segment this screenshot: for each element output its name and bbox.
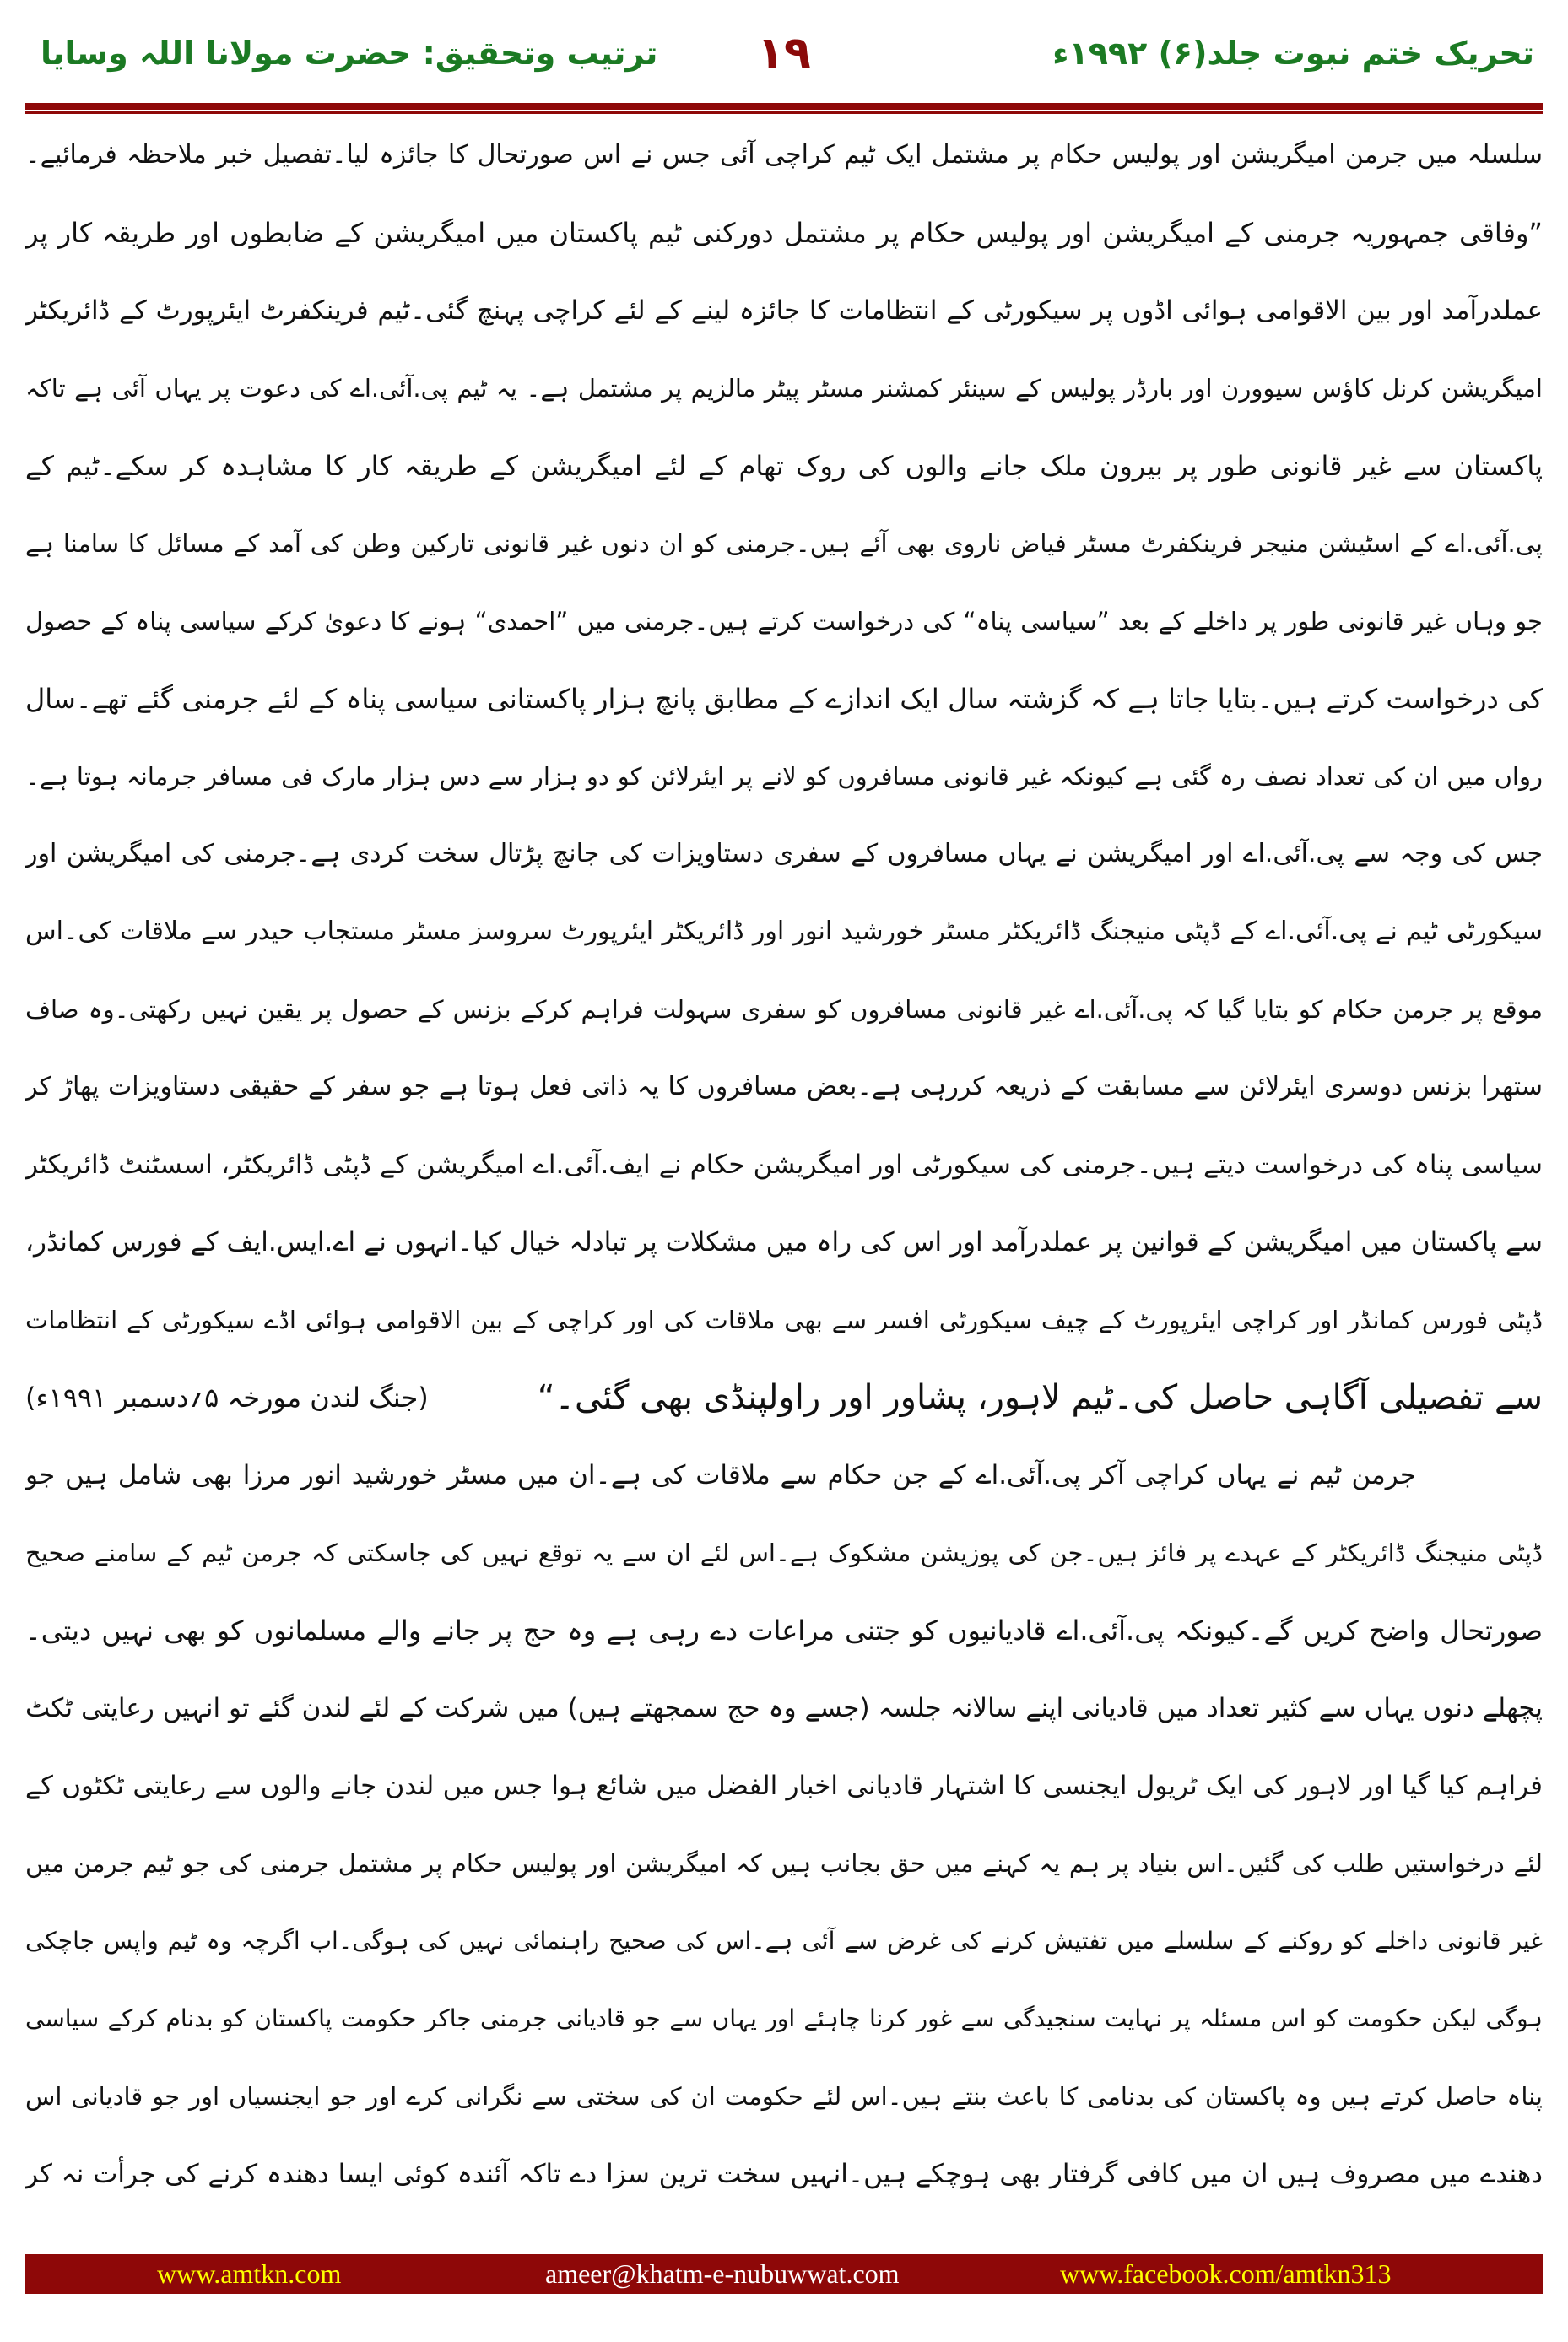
facebook-link[interactable]: www.facebook.com/amtkn313 — [1060, 2258, 1392, 2289]
text-line: کی درخواست کرتے ہیں۔بتایا جاتا ہے کہ گزشتہ سال ایک اندازے کے مطابق پانچ ہزار پاکستانی سیاسی پناہ کے لئے جرمنی گئے تھے۔سال — [25, 683, 1543, 715]
footer-bar — [25, 2254, 1543, 2294]
text-line: جس کی وجہ سے پی.آئی.اے اور امیگریشن نے یہاں مسافروں کے سفری دستاویزات کی جانچ پڑتال سخت کردی ہے۔جرمنی کی امیگریشن اور — [25, 839, 1543, 868]
header-divider-thin — [25, 111, 1543, 114]
text-line: ستھرا بزنس دوسری ایئرلائن سے مسابقت کے ذریعہ کررہی ہے۔بعض مسافروں کا یہ ذاتی فعل ہوتا ہے جو سفر کے حقیقی دستاویزات پھاڑ کر — [25, 1072, 1543, 1101]
compiler-credit: ترتیب وتحقیق: حضرت مولانا اللہ وسایا — [41, 35, 658, 72]
text-line: پی.آئی.اے کے اسٹیشن منیجر فرینکفرٹ مسٹر فیاض ناروی بھی آئے ہیں۔جرمنی کو ان دنوں غیر قانونی تارکین وطن کی آمد کے مسائل کا سامنا ہے — [25, 529, 1543, 558]
text-line: سے پاکستان میں امیگریشن کے قوانین پر عملدرآمد اور اس کی راہ میں مشکلات پر تبادلہ خیال کیا۔انہوں نے اے.ایس.ایف کے فورس کمانڈر، — [25, 1227, 1543, 1258]
text-line: جرمن ٹیم نے یہاں کراچی آکر پی.آئی.اے کے جن حکام سے ملاقات کی ہے۔ان میں مسٹر خورشید انور مرزا بھی شامل ہیں جو — [25, 1460, 1416, 1490]
header-divider-thick — [25, 103, 1543, 110]
text-line: ”وفاقی جمہوریہ جرمنی کے امیگریشن اور پولیس حکام پر مشتمل دورکنی ٹیم پاکستان میں امیگریشن کے ضابطوں اور طریقہ کار پر — [25, 217, 1543, 249]
text-line: عملدرآمد اور بین الاقوامی ہوائی اڈوں پر سیکورٹی کے انتظامات کا جائزہ لینے کے لئے کراچی پہنچ گئی۔ٹیم فرینکفرٹ ایئرپورٹ کے ڈائریکٹر — [25, 295, 1543, 326]
text-line: لئے درخواستیں طلب کی گئیں۔اس بنیاد پر ہم یہ کہنے میں حق بجانب ہیں کہ امیگریشن اور پولیس حکام پر مشتمل جرمنی کی جو ٹیم جرمن میں — [25, 1849, 1543, 1878]
text-line: امیگریشن کرنل کاؤس سیوورن اور بارڈر پولیس کے سینئر کمشنر مسٹر پیٹر مالزیم پر مشتمل ہے۔ یہ ٹیم پی.آئی.اے کی دعوت پر یہاں آئی ہے تاکہ — [25, 374, 1543, 403]
quote-closing-line — [25, 1359, 1543, 1436]
text-line: رواں میں ان کی تعداد نصف رہ گئی ہے کیونکہ غیر قانونی مسافروں کو لانے پر ایئرلائن کو دو ہزار سے دس ہزار مارک فی مسافر جرمانہ ہوتا ہے۔ — [25, 762, 1543, 791]
text-line: جو وہاں غیر قانونی طور پر داخلے کے بعد ”سیاسی پناہ“ کی درخواست کرتے ہیں۔جرمنی میں ”احمدی“ ہونے کا دعویٰ کرکے سیاسی پناہ کے حصول — [25, 607, 1543, 636]
text-line: صورتحال واضح کریں گے۔کیونکہ پی.آئی.اے قادیانیوں کو جتنی مراعات دے رہی ہے وہ حج پر جانے والے مسلمانوں کو بھی نہیں دیتی۔ — [25, 1615, 1543, 1647]
text-line: فراہم کیا گیا اور لاہور کی ایک ٹریول ایجنسی کا اشتہار قادیانی اخبار الفضل میں شائع ہوا جس میں لندن جانے والوں سے رعایتی ٹکٹوں کے — [25, 1771, 1543, 1801]
text-line: سیاسی پناہ کی درخواست دیتے ہیں۔جرمنی کی سیکورٹی اور امیگریشن حکام نے ایف.آئی.اے امیگریشن کے ڈپٹی ڈائریکٹر، اسسٹنٹ ڈائریکٹر — [25, 1149, 1543, 1180]
quote-end-text: سے تفصیلی آگاہی حاصل کی۔ٹیم لاہور، پشاور اور راولپنڈی بھی گئی۔“ — [537, 1378, 1543, 1417]
text-line: پاکستان سے غیر قانونی طور پر بیرون ملک جانے والوں کی روک تھام کے لئے امیگریشن کے طریقہ کار کا مشاہدہ کر سکے۔ٹیم کے — [25, 450, 1543, 482]
text-line: ڈپٹی منیجنگ ڈائریکٹر کے عہدے پر فائز ہیں۔جن کی پوزیشن مشکوک ہے۔اس لئے ان سے یہ توقع نہیں کی جاسکتی کہ جرمن ٹیم کے سامنے صحیح — [25, 1539, 1543, 1567]
text-line: ہوگی لیکن حکومت کو اس مسئلہ پر نہایت سنجیدگی سے غور کرنا چاہئے اور یہاں سے جو قادیانی جرمنی جاکر حکومت پاکستان کو بدنام کرکے سیاسی — [25, 2004, 1543, 2032]
book-title: تحریک ختم نبوت جلد(۶) ۱۹۹۲ء — [1052, 35, 1534, 72]
text-line: ڈپٹی فورس کمانڈر اور کراچی ایئرپورٹ کے چیف سیکورٹی افسر سے بھی ملاقات کی اور کراچی کے بین الاقوامی ہوائی اڈے سیکورٹی کے انتظامات — [25, 1306, 1543, 1334]
text-line: موقع پر جرمن حکام کو بتایا گیا کہ پی.آئی.اے غیر قانونی مسافروں کو سفری سہولت فراہم کرکے بزنس کے حصول پر یقین نہیں رکھتی۔وہ صاف — [25, 995, 1543, 1024]
email-link[interactable]: ameer@khatm-e-nubuwwat.com — [545, 2258, 900, 2289]
text-line: پچھلے دنوں یہاں سے کثیر تعداد میں قادیانی اپنے سالانہ جلسہ (جسے وہ حج سمجھتے ہیں) میں شرکت کے لئے لندن گئے تو انہیں رعایتی ٹکٹ — [25, 1693, 1543, 1723]
text-line: غیر قانونی داخلے کو روکنے کے سلسلے میں تفتیش کرنے کی غرض سے آئی ہے۔اس کی صحیح راہنمائی نہیں کی ہوگی۔اب اگرچہ وہ ٹیم واپس جاچکی — [25, 1927, 1543, 1955]
text-line: پناہ حاصل کرتے ہیں وہ پاکستان کی بدنامی کا باعث بنتے ہیں۔اس لئے حکومت ان کی سختی سے نگرانی کرے اور جو ایجنسیاں اور جو قادیانی اس — [25, 2082, 1543, 2111]
text-line: دھندے میں مصروف ہیں ان میں کافی گرفتار بھی ہوچکے ہیں۔انہیں سخت ترین سزا دے تاکہ آئندہ کوئی ایسا دھندہ کرنے کی جرأت نہ کر — [25, 2159, 1543, 2189]
text-line: سیکورٹی ٹیم نے پی.آئی.اے کے ڈپٹی منیجنگ ڈائریکٹر مسٹر خورشید انور اور ڈائریکٹر ایئرپورٹ سروسز مسٹر مستجاب حیدر سے ملاقات کی۔اس — [25, 917, 1543, 946]
article-body — [25, 116, 1543, 2213]
text-line: سلسلہ میں جرمن امیگریشن اور پولیس حکام پر مشتمل ایک ٹیم کراچی آئی جس نے اس صورتحال کا جائزہ لیا۔تفصیل خبر ملاحظہ فرمائیے۔ — [25, 140, 1543, 170]
website-link[interactable]: www.amtkn.com — [157, 2258, 342, 2289]
page-number: ۱۹ — [757, 28, 811, 78]
source-citation: (جنگ لندن مورخہ ۵؍دسمبر ۱۹۹۱ء) — [25, 1382, 429, 1414]
